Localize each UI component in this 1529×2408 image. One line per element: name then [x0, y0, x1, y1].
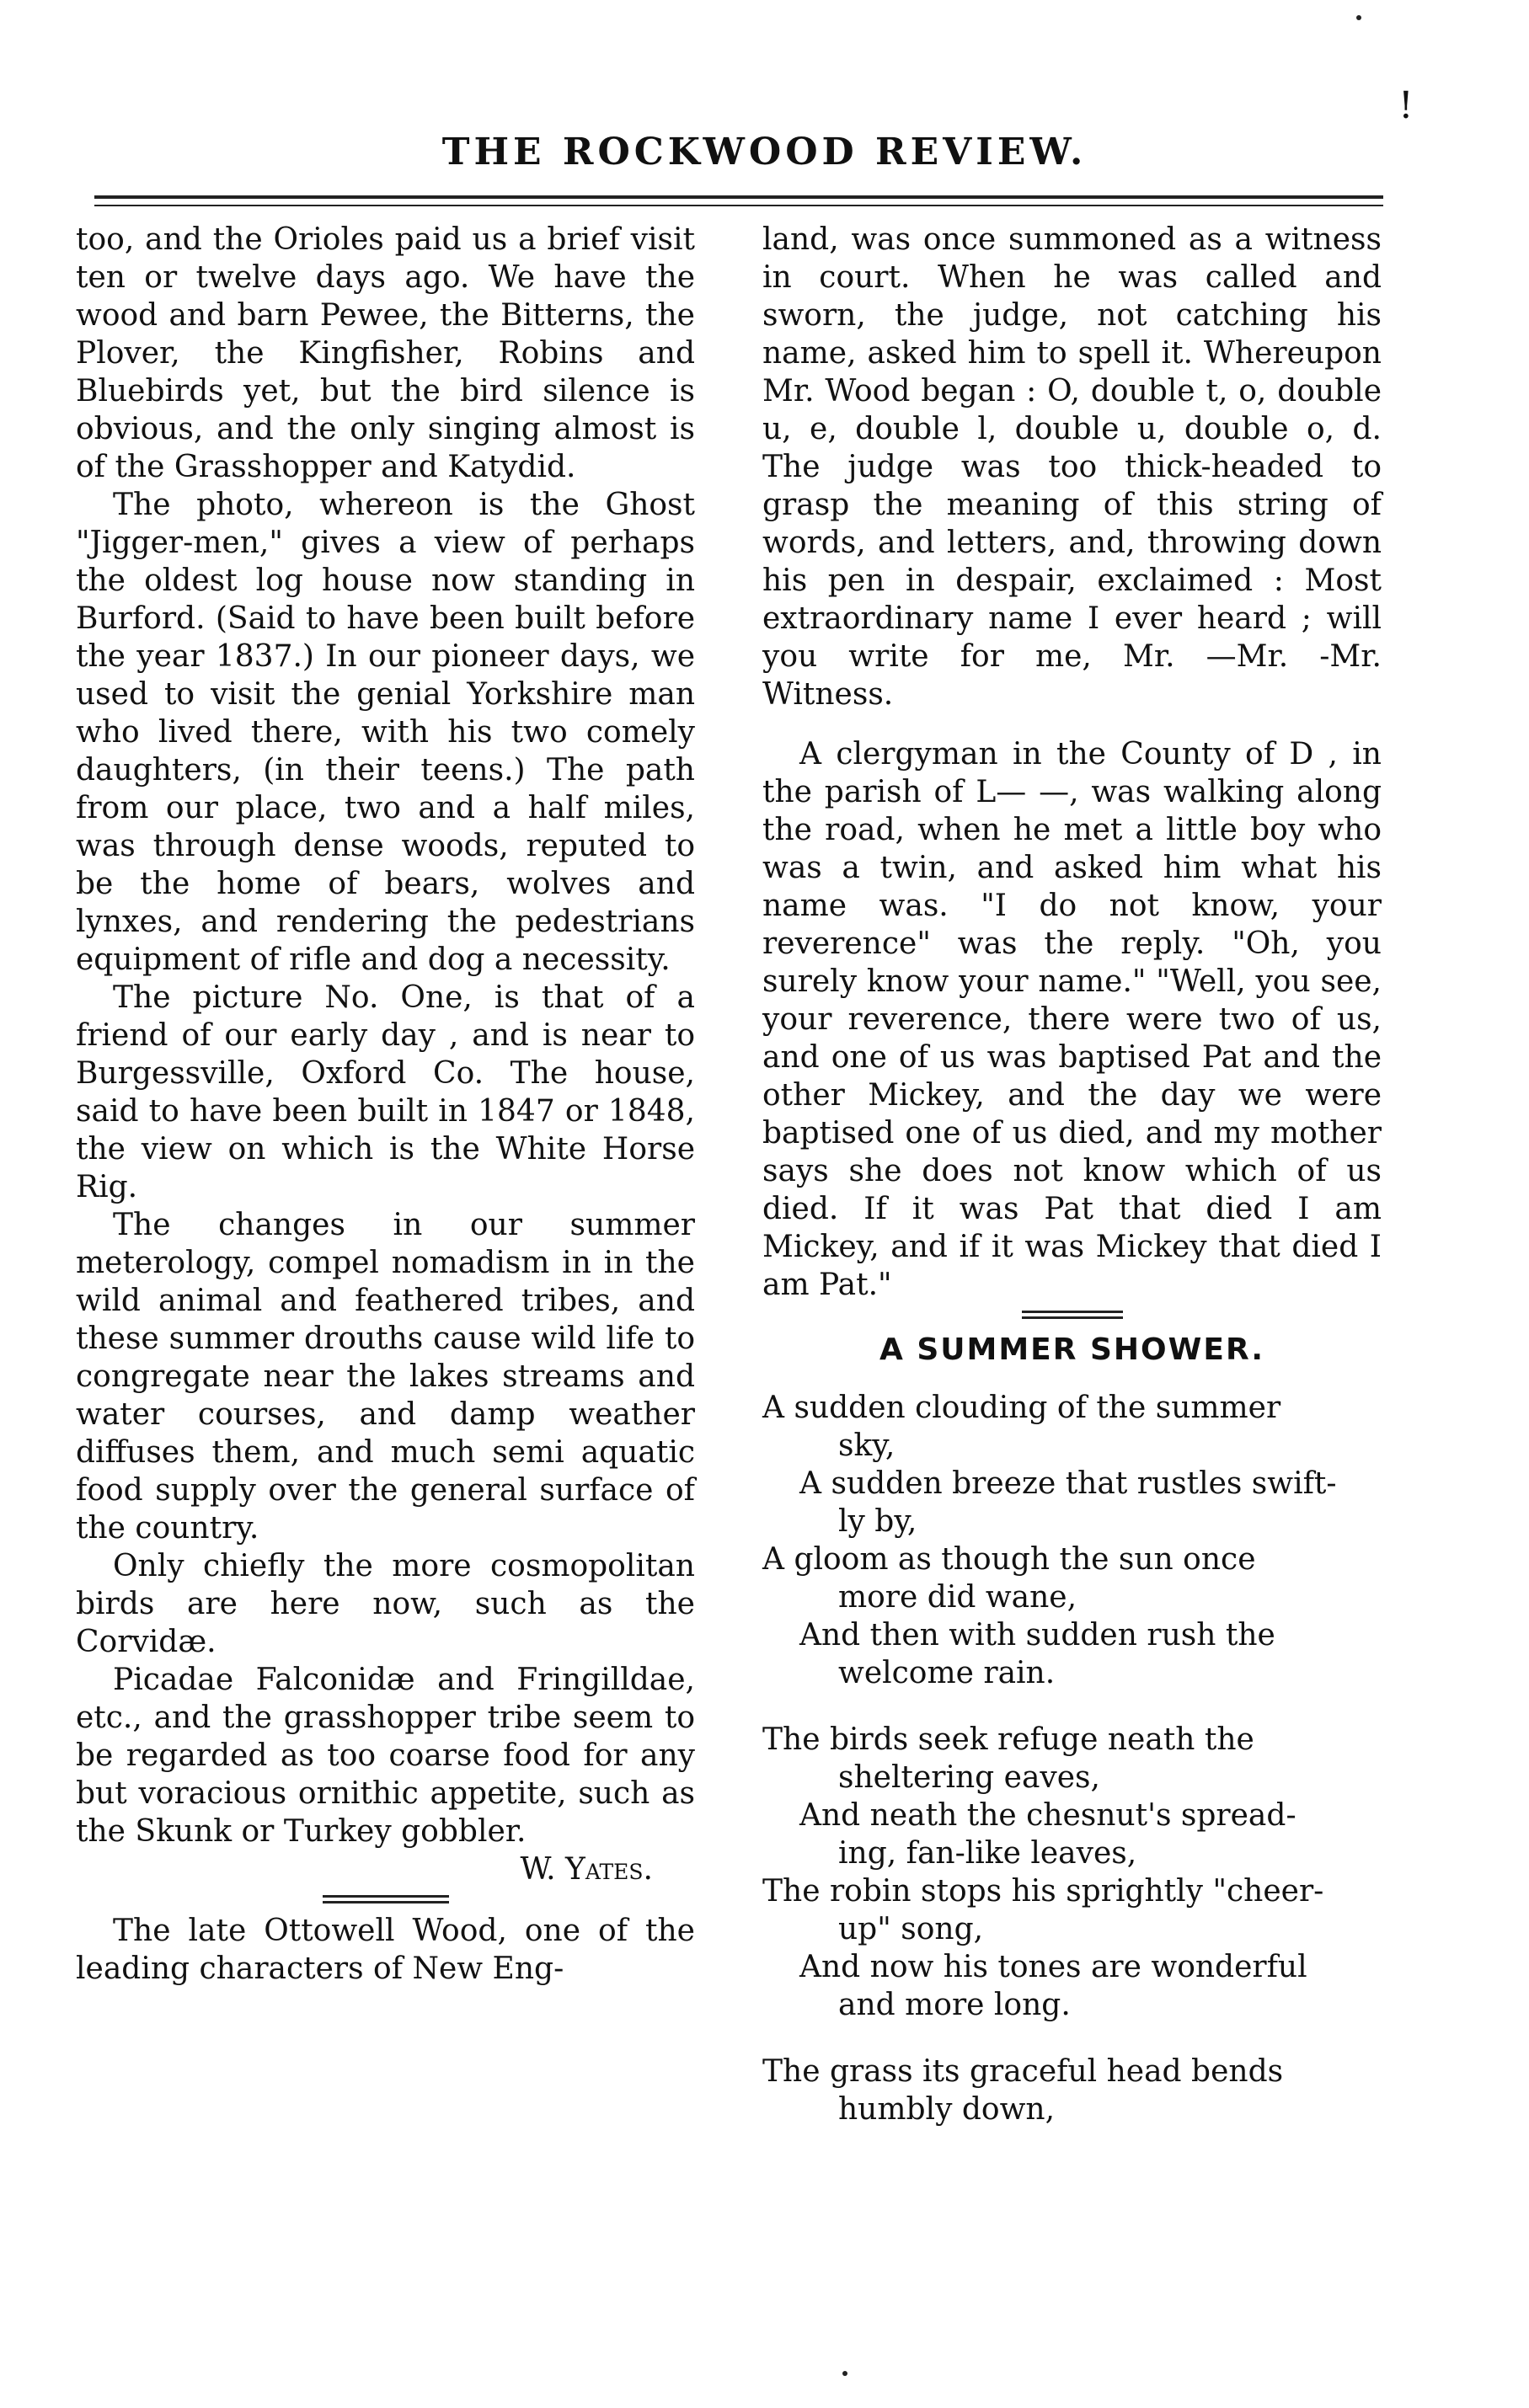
poem-line: ing, fan-like leaves,: [838, 1836, 1137, 1871]
poem-line: And neath the chesnut's spread-: [799, 1798, 1296, 1833]
poem-line: sheltering eaves,: [838, 1760, 1100, 1795]
paragraph: The late Ottowell Wood, one of the leading characters of New Eng-: [76, 1914, 695, 1986]
speck: [1356, 15, 1361, 20]
speck: [842, 2371, 847, 2376]
poem-stanza: [762, 1721, 1382, 2024]
poem-line: humbly down,: [838, 2092, 1056, 2127]
poem-line: sky,: [838, 1428, 895, 1463]
section-separator: [1022, 1311, 1123, 1319]
paragraph: The changes in our summer meterology, compel nomadism in in the wild animal and feathered tribes, and these summer drouths cause wild life to congregate near the lakes streams and water courses, and damp weather diffuses them, and much semi aquatic food supply over the general surface of the country.: [76, 1208, 695, 1546]
poem-line: and more long.: [838, 1988, 1071, 2022]
poem-line: The robin stops his sprightly "cheer-: [762, 1874, 1324, 1909]
left-column: [76, 221, 695, 1988]
poem: [762, 1389, 1382, 2128]
header-rule-thin: [94, 205, 1383, 206]
paragraph: Only chiefly the more cosmopolitan birds are here now, such as the Corvidæ.: [76, 1549, 695, 1659]
signature: W. Yates.: [520, 1852, 653, 1887]
section-separator: [323, 1895, 449, 1903]
paragraph: Picadae Falconidæ and Fringilldae, etc., and the grasshopper tribe seem to be regarded as too coarse food for any but voracious ornithic appetite, such as the Skunk or Turkey gobbler.: [76, 1663, 695, 1849]
masthead-title: THE ROCKWOOD REVIEW.: [441, 131, 1088, 174]
poem-line: A gloom as though the sun once: [762, 1542, 1256, 1577]
poem-line: ly by,: [838, 1504, 917, 1539]
poem-line: A sudden breeze that rustles swift-: [799, 1466, 1337, 1501]
poem-line: The grass its graceful head bends: [762, 2054, 1284, 2089]
right-column: [762, 221, 1382, 2157]
poem-stanza: [762, 1389, 1382, 1692]
poem-line: The birds seek refuge neath the: [762, 1722, 1254, 1757]
poem-line: A sudden clouding of the summer: [762, 1391, 1281, 1425]
poem-line: more did wane,: [838, 1580, 1077, 1615]
paragraph: too, and the Orioles paid us a brief visit ten or twelve days ago. We have the wood and barn Pewee, the Bitterns, the Plover, the Kingfisher, Robins and Bluebirds yet, but the bird silence is obvious, and the only singing almost is of the Grasshopper and Katydid.: [76, 222, 695, 484]
poem-line: And then with sudden rush the: [799, 1618, 1275, 1652]
paragraph: The photo, whereon is the Ghost "Jigger-men," gives a view of perhaps the oldest log house now standing in Burford. (Said to have been built before the year 1837.) In our pioneer days, we used to visit the genial Yorkshire man who lived there, with his two comely daughters, (in their teens.) The path from our place, two and a half miles, was through dense woods, reputed to be the home of bears, wolves and lynxes, and rendering the pedestrians equipment of rifle and dog a necessity.: [76, 488, 695, 977]
poem-line: up" song,: [838, 1912, 984, 1946]
paragraph: The picture No. One, is that of a friend of our early day , and is near to Burgessville, Oxford Co. The house, said to have been built in 1847 or 1848, the view on which is the White Horse Rig.: [76, 980, 695, 1204]
page-mark: !: [1398, 84, 1414, 127]
poem-line: welcome rain.: [838, 1656, 1056, 1690]
header-rule: [94, 195, 1383, 199]
poem-line: And now his tones are wonderful: [799, 1950, 1307, 1984]
paragraph: A clergyman in the County of D , in the parish of L— —, was walking along the road, when he met a little boy who was a twin, and asked him what his name was. "I do not know, your reverence" was the reply. "Oh, you surely know your name." "Well, you see, your reverence, there were two of us, and one of us was baptised Pat and the other Mickey, and the day we were baptised one of us died, and my mother says she does not know which of us died. If it was Pat that died I am Mickey, and if it was Mickey that died I am Pat.": [762, 737, 1382, 1302]
paragraph: land, was once summoned as a witness in court. When he was called and sworn, the judge, not catching his name, asked him to spell it. Whereupon Mr. Wood began : O, double t, o, double u, e, double l, double u, double o, d. The judge was too thick-headed to grasp the meaning of this string of words, and letters, and, throwing down his pen in despair, exclaimed : Most extraordinary name I ever heard ; will you write for me, Mr. —Mr. -Mr. Witness.: [762, 222, 1382, 712]
poem-title: A SUMMER SHOWER.: [879, 1332, 1265, 1367]
poem-stanza: [762, 2053, 1382, 2128]
